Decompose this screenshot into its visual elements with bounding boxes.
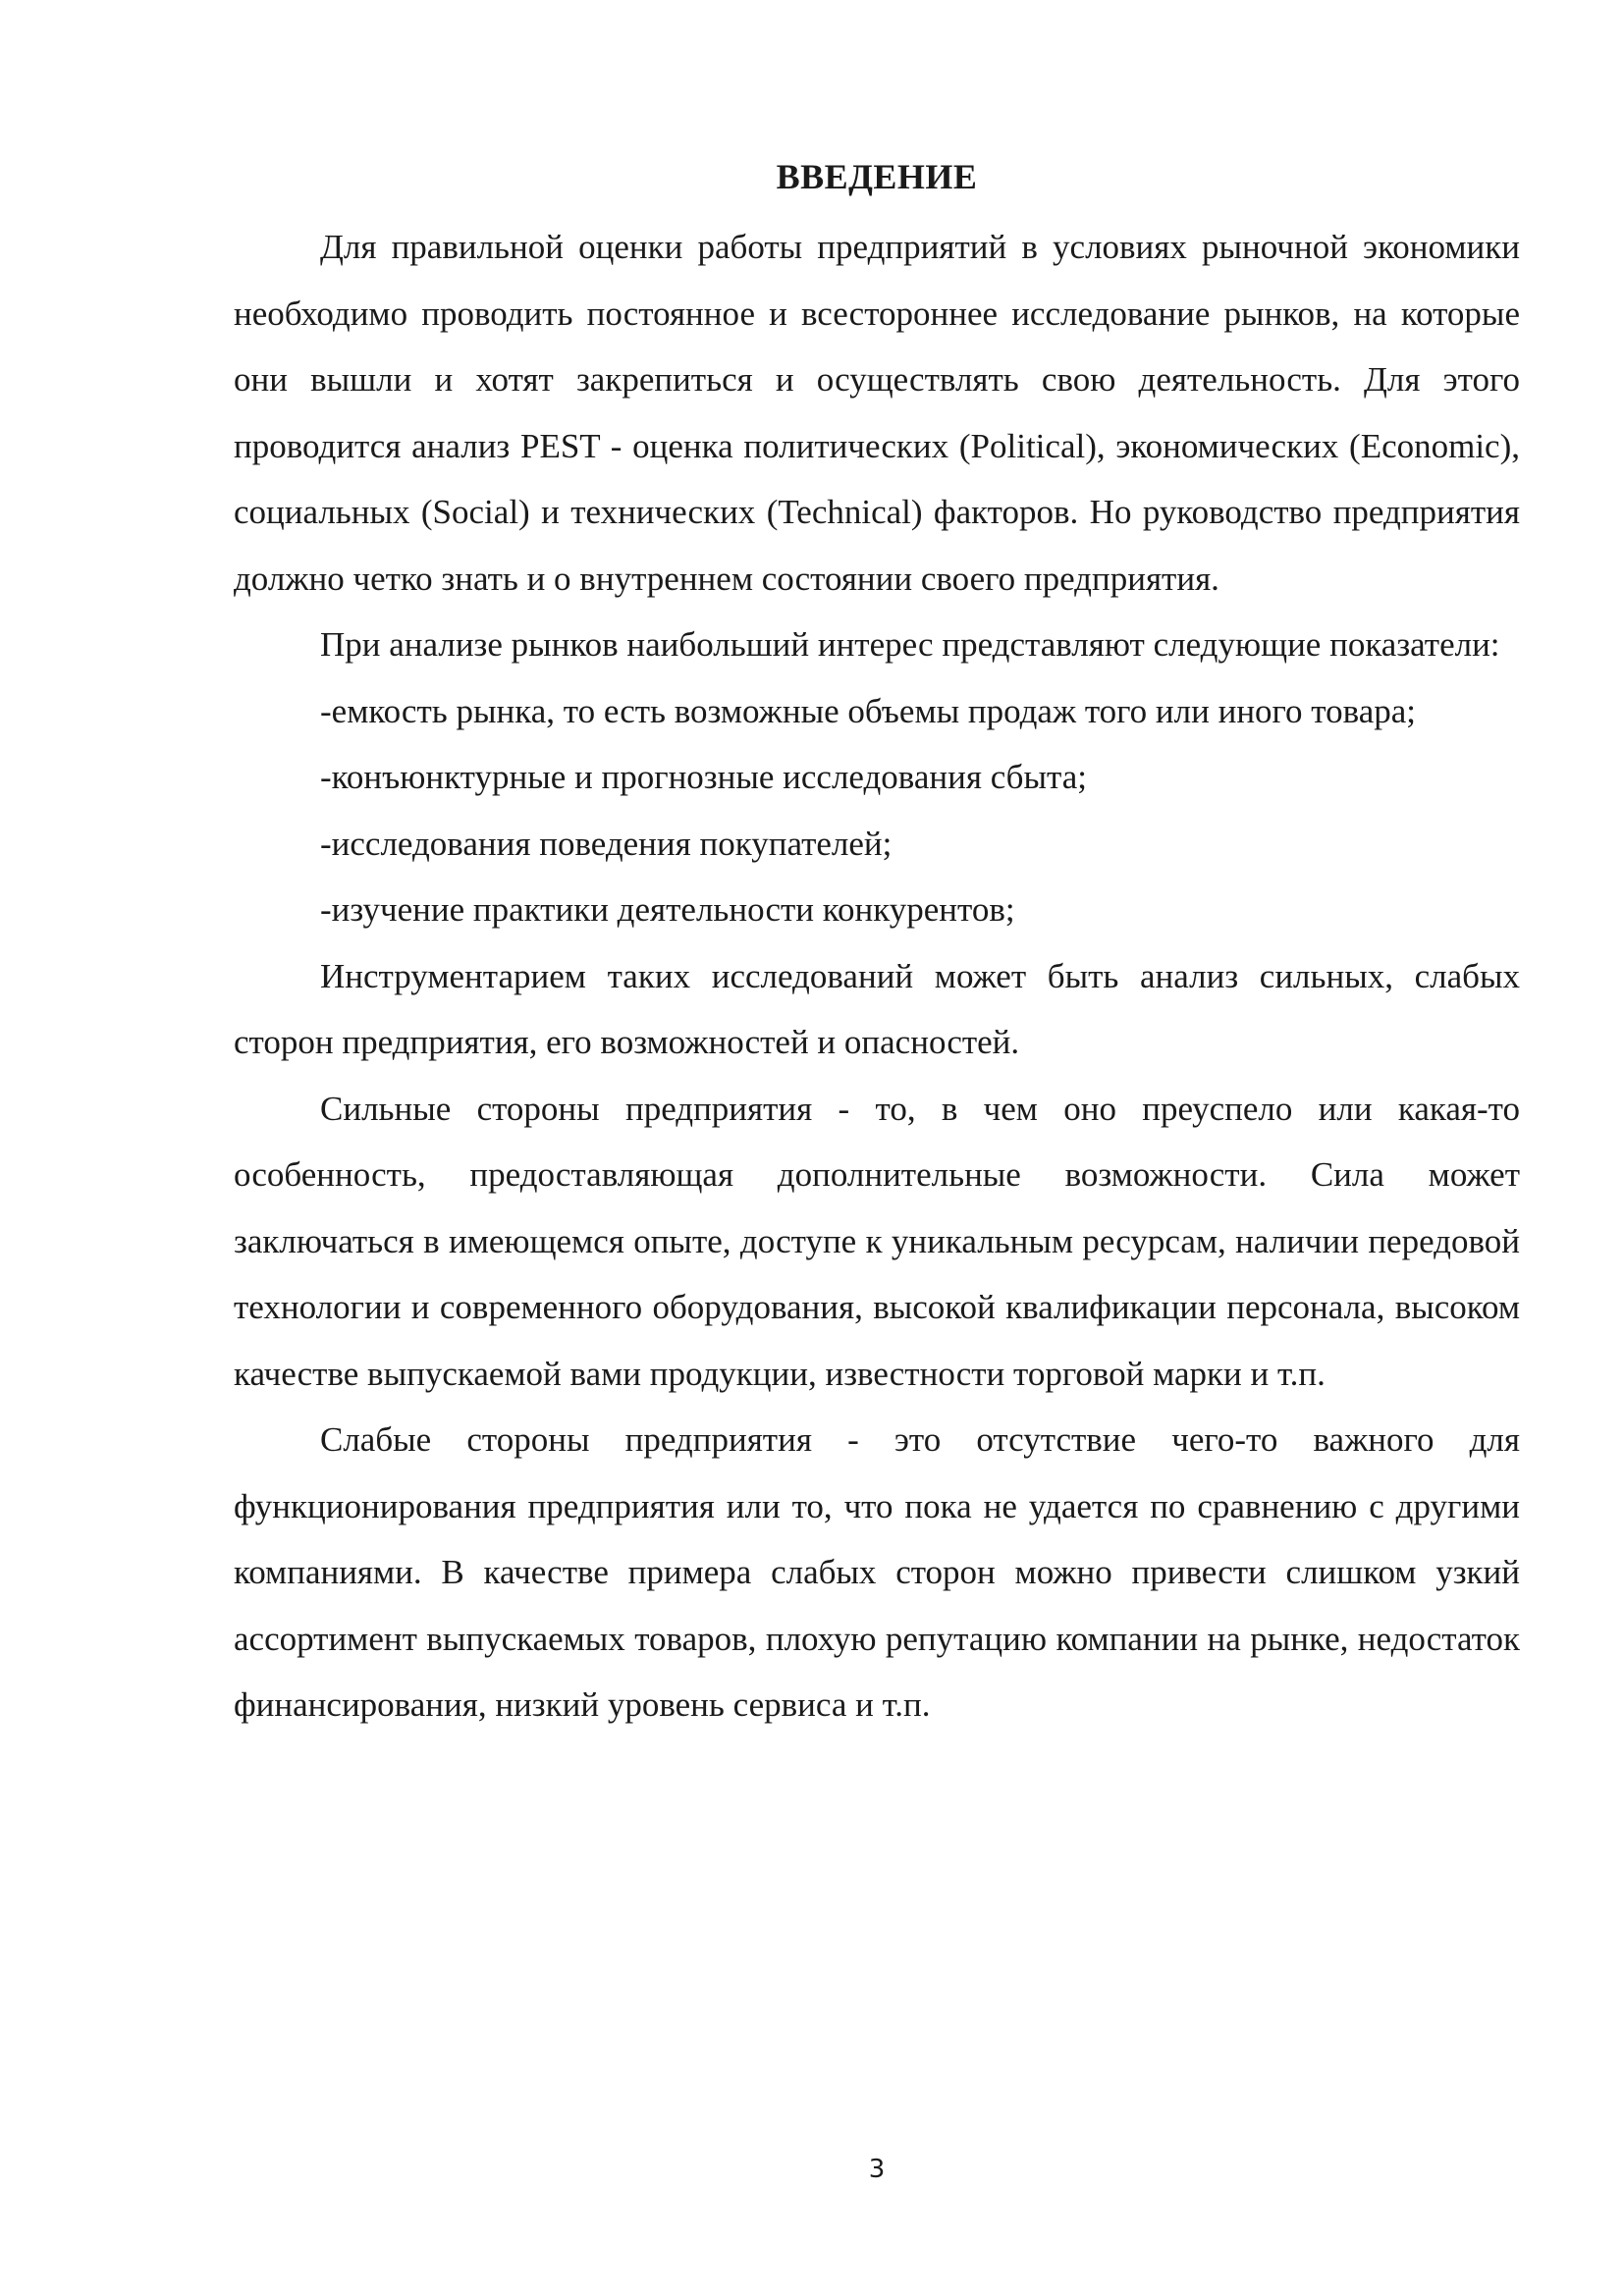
- section-title: ВВЕДЕНИЕ: [776, 157, 978, 196]
- paragraph-strengths: Сильные стороны предприятия - то, в чем оно преуспело или какая-то особенность, предоставляющая дополнительные возможности. Сила может заключаться в имеющемся опыте, доступе к уникальным ресурсам, наличии передовой технологии и современного оборудования, высокой квалификации персонала, высоком качестве выпускаемой вами продукции, известности торговой марки и т.п.: [234, 1089, 1520, 1393]
- paragraph-intro: Для правильной оценки работы предприятий в условиях рыночной экономики необходимо проводить постоянное и всестороннее исследование рынков, на которые они вышли и хотят закрепиться и осуществлять свою деятельность. Для этого проводится анализ PEST - оценка политических (Political), экономических (Economic), социальных (Social) и технических (Technical) факторов. Но руководство предприятия должно четко знать и о внутреннем состоянии своего предприятия.: [234, 228, 1520, 598]
- list-item-competitor-study: -изучение практики деятельности конкурентов;: [320, 890, 1015, 929]
- paragraph-weaknesses: Слабые стороны предприятия - это отсутствие чего-то важного для функционирования предприятия или то, что пока не удается по сравнению с другими компаниями. В качестве примера слабых сторон можно привести слишком узкий ассортимент выпускаемых товаров, плохую репутацию компании на рынке, недостаток финансирования, низкий уровень сервиса и т.п.: [234, 1420, 1520, 1724]
- list-item-customer-behavior: -исследования поведения покупателей;: [320, 824, 893, 863]
- list-item-market-capacity: -емкость рынка, то есть возможные объемы продаж того или иного товара;: [320, 691, 1416, 730]
- list-item-sales-research: -конъюнктурные и прогнозные исследования сбыта;: [320, 758, 1087, 796]
- document-body: [234, 214, 1520, 1738]
- page-number: 3: [868, 2155, 886, 2184]
- paragraph-toolkit: Инструментарием таких исследований может быть анализ сильных, слабых сторон предприятия, его возможностей и опасностей.: [234, 956, 1520, 1061]
- paragraph-indicators: При анализе рынков наибольший интерес представляют следующие показатели:: [320, 625, 1500, 664]
